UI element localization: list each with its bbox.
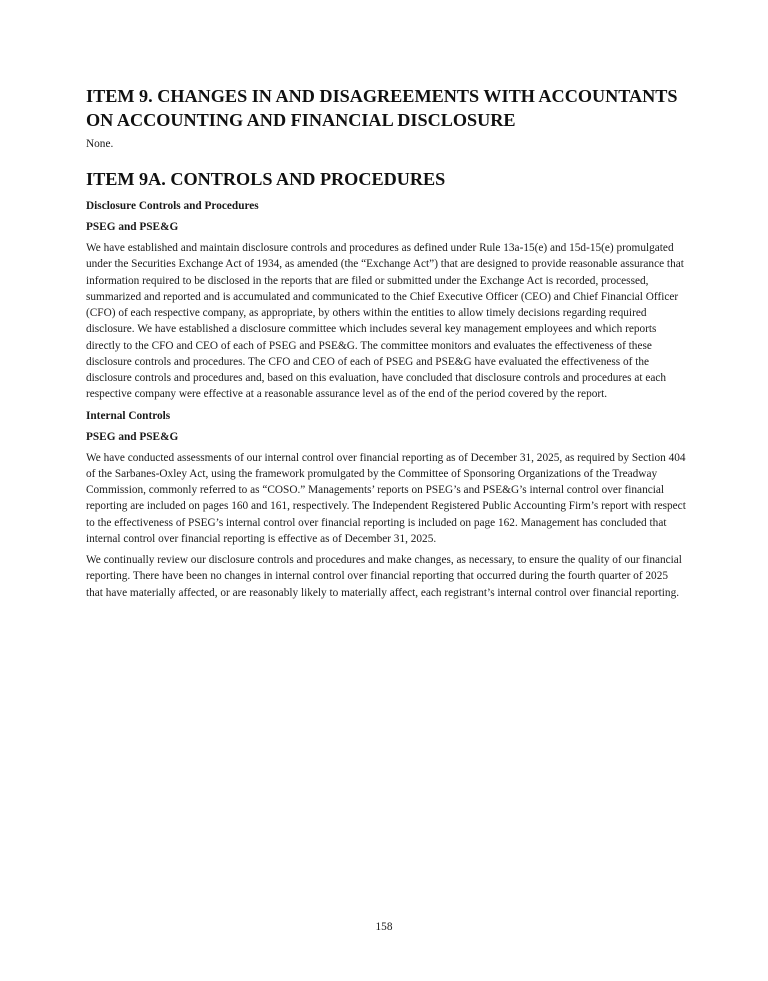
disclosure-entity-subheading: PSEG and PSE&G <box>86 221 179 233</box>
internal-controls-paragraph-1: We have conducted assessments of our internal control over financial reporting as of December 31, 2025, as required by Section 404 of the Sarbanes-Oxley Act, using the framework promulgated by the Committee of Sponsoring Organizations of the Treadway Commission, commonly referred to as “COSO.” Managements’ reports on PSEG’s and PSE&G’s internal control over financial reporting are included on pages 160 and 161, respectively. The Independent Registered Public Accounting Firm’s report with respect to the effectiveness of PSEG’s internal control over financial reporting is included on page 162. Management has concluded that internal control over financial reporting is effective as of December 31, 2025. <box>86 451 686 545</box>
internal-entity-subheading: PSEG and PSE&G <box>86 430 179 443</box>
item-9-section <box>86 84 686 152</box>
item-9-body: None. <box>86 138 114 150</box>
item-9-heading: ITEM 9. CHANGES IN AND DISAGREEMENTS WITH ACCOUNTANTS ON ACCOUNTING AND FINANCIAL DISCLOSURE <box>86 86 678 130</box>
page-number: 158 <box>375 921 393 933</box>
document-page <box>86 84 686 601</box>
disclosure-controls-subheading: Disclosure Controls and Procedures <box>86 200 259 212</box>
item-9a-heading: ITEM 9A. CONTROLS AND PROCEDURES <box>86 169 446 189</box>
internal-controls-paragraph-2: We continually review our disclosure controls and procedures and make changes, as necessary, to ensure the quality of our financial reporting. There have been no changes in internal control over financial reporting that occurred during the fourth quarter of 2025 that have materially affected, or are reasonably likely to materially affect, each registrant’s internal control over financial reporting. <box>86 554 682 599</box>
internal-controls-subheading: Internal Controls <box>86 409 171 422</box>
item-9a-section <box>86 167 686 601</box>
disclosure-controls-paragraph: We have established and maintain disclosure controls and procedures as defined under Rule 13a-15(e) and 15d-15(e) promulgated under the Securities Exchange Act of 1934, as amended (the “Exchange Act”) that are designed to provide reasonable assurance that information required to be disclosed in the reports that are filed or submitted under the Exchange Act is recorded, processed, summarized and reported and is accumulated and communicated to the Chief Executive Officer (CEO) and Chief Financial Officer (CFO) of each respective company, as appropriate, by others within the entities to allow timely decisions regarding required disclosure. We have established a disclosure committee which includes several key management employees and which reports directly to the CFO and CEO of each of PSEG and PSE&G. The committee monitors and evaluates the effectiveness of these disclosure controls and procedures. The CFO and CEO of each of PSEG and PSE&G have evaluated the effectiveness of the disclosure controls and procedures and, based on this evaluation, have concluded that disclosure controls and procedures at each respective company were effective at a reasonable assurance level as of the end of the period covered by the report. <box>86 242 684 401</box>
